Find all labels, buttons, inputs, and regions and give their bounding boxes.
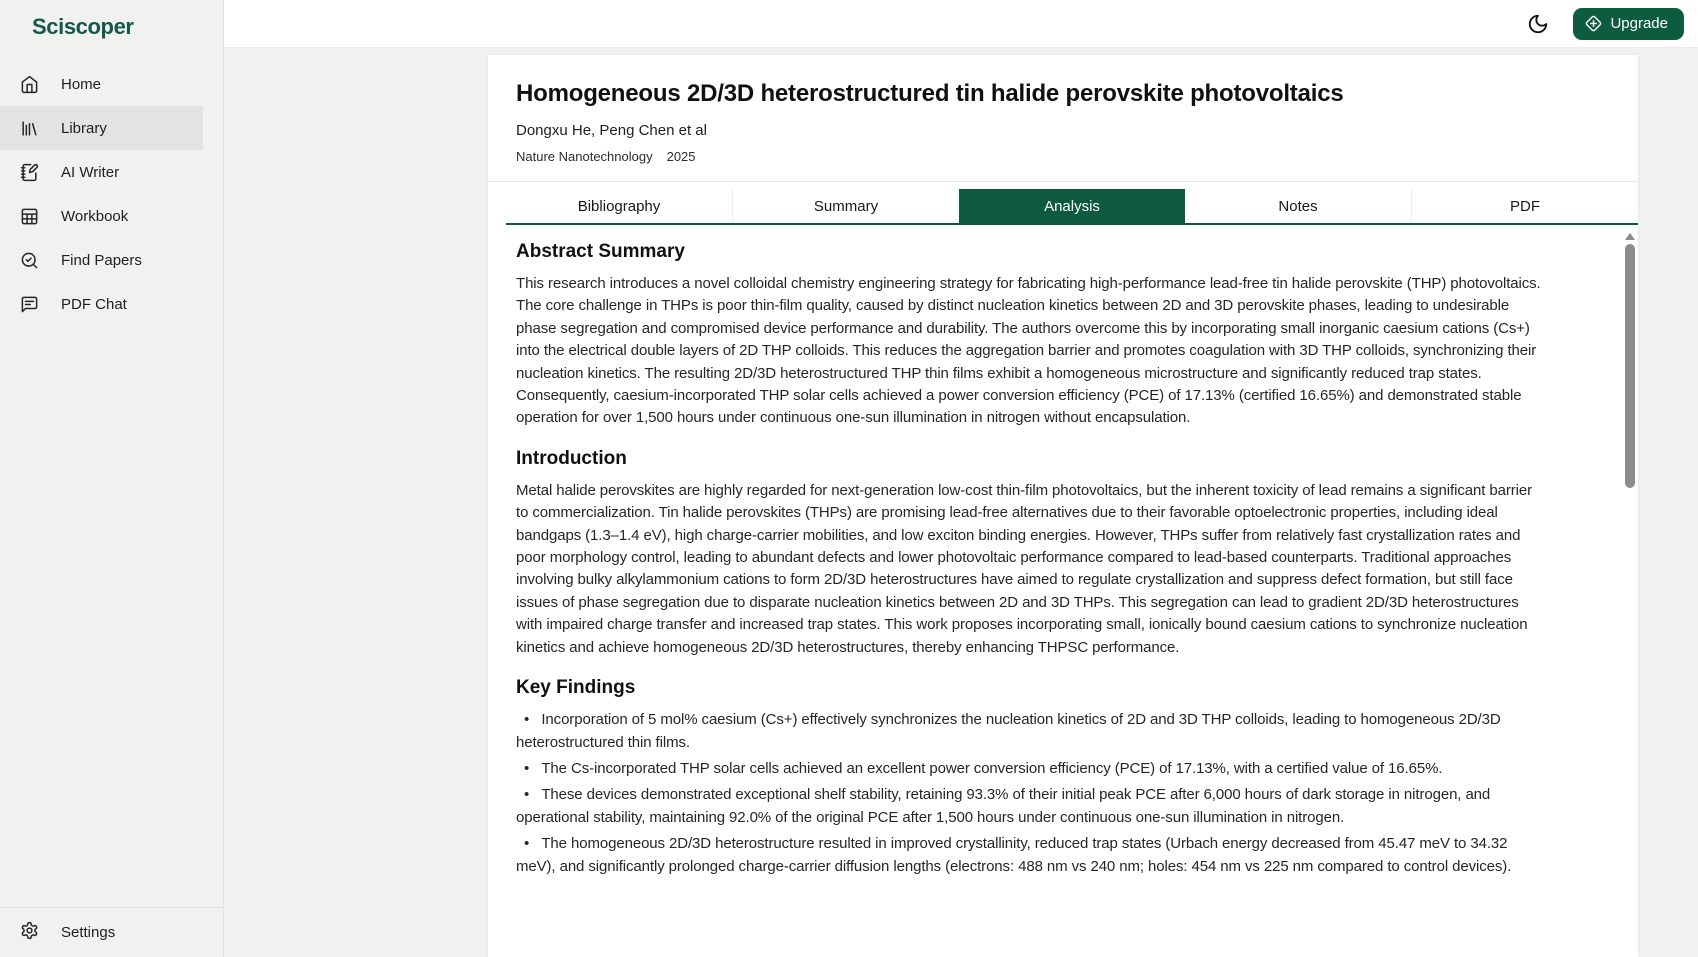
key-finding-item: • These devices demonstrated exceptional shelf stability, retaining 93.3% of their initial peak PCE after 6,000 hours of dark storage in nitrogen, and operational stability, maintaining 92.0% of the original PCE after 1,500 hours under continuous one-sun illumination in nitrogen. xyxy=(516,784,1548,829)
paper-authors: Dongxu He, Peng Chen et al xyxy=(516,122,707,139)
content-scrollbar[interactable] xyxy=(1623,227,1637,957)
tab-label: PDF xyxy=(1510,197,1540,215)
dark-mode-toggle[interactable] xyxy=(1525,11,1551,37)
sidebar-item-pdf-chat[interactable] xyxy=(0,282,223,326)
paper-meta xyxy=(516,149,1610,164)
tab-bibliography[interactable] xyxy=(506,189,732,223)
paper-year: 2025 xyxy=(666,149,696,164)
sidebar-item-label: Library xyxy=(61,119,107,137)
tab-label: Notes xyxy=(1278,197,1318,215)
brand-name: Sciscoper xyxy=(32,14,134,39)
sidebar-item-label: Workbook xyxy=(61,207,129,225)
sidebar-item-find-papers[interactable] xyxy=(0,238,223,282)
paper-title: Homogeneous 2D/3D heterostructured tin halide perovskite photovoltaics xyxy=(516,80,1344,107)
sidebar-item-library[interactable] xyxy=(0,106,203,150)
sidebar-item-label: PDF Chat xyxy=(61,295,127,313)
library-icon xyxy=(20,119,39,138)
diamond-plus-icon xyxy=(1585,15,1602,32)
analysis-content xyxy=(488,225,1638,957)
sidebar-item-settings[interactable] xyxy=(0,907,223,957)
sidebar-item-ai-writer[interactable] xyxy=(0,150,223,194)
section-heading-key-findings: Key Findings xyxy=(516,677,636,699)
tab-label: Analysis xyxy=(1044,197,1100,215)
main-area xyxy=(224,0,1698,957)
section-heading-introduction: Introduction xyxy=(516,447,627,469)
tab-analysis[interactable] xyxy=(959,189,1185,223)
key-finding-item: • The homogeneous 2D/3D heterostructure resulted in improved crystallinity, reduced trap states (Urbach energy decreased from 45.47 meV to 34.32 meV), and significantly prolonged charge-carrier diffusion lengths (electrons: 488 nm vs 240 nm; holes: 454 nm vs 225 nm compared to control devices). xyxy=(516,833,1548,878)
introduction-text: Metal halide perovskites are highly regarded for next-generation low-cost thin-film photovoltaics, but the inherent toxicity of lead remains a significant barrier to commercialization. Tin halide perovskites (THPs) are promising lead-free alternatives due to their favorable optoelectronic properties, including ideal bandgaps (1.3–1.4 eV), high charge-carrier mobilities, and low exciton binding energies. However, THPs suffer from relatively fast crystallization rates and poor morphology control, leading to abundant defects and lower photovoltaic performance compared to lead-based counterparts. Traditional approaches involving bulky alkylammonium cations to form 2D/3D heterostructures have aimed to regulate crystallization and suppress defect formation, but still face issues of phase segregation due to disparate nucleation kinetics between 2D and 3D THPs. This segregation can lead to gradient 2D/3D heterostructures with impaired charge transfer and increased trap states. This work proposes incorporating small, ionically bound caesium cations to synchronize nucleation kinetics and achieve homogeneous 2D/3D heterostructures, thereby enhancing THPSC performance. xyxy=(516,481,1532,656)
top-bar xyxy=(224,0,1698,48)
section-heading-abstract-summary: Abstract Summary xyxy=(516,241,685,262)
sidebar-item-label: AI Writer xyxy=(61,163,120,181)
tab-bar xyxy=(506,189,1638,225)
message-square-text-icon xyxy=(20,295,39,314)
upgrade-label: Upgrade xyxy=(1610,15,1668,32)
sidebar-item-label: Find Papers xyxy=(61,251,142,269)
tab-label: Bibliography xyxy=(577,197,661,215)
sidebar-item-home[interactable] xyxy=(0,62,223,106)
sidebar-item-workbook[interactable] xyxy=(0,194,223,238)
upgrade-button[interactable] xyxy=(1573,8,1684,40)
table-icon xyxy=(20,207,39,226)
notebook-pen-icon xyxy=(20,163,39,182)
tab-label: Summary xyxy=(813,197,879,215)
tab-summary[interactable] xyxy=(732,189,959,223)
workspace xyxy=(224,48,1698,957)
abstract-summary-text: This research introduces a novel colloidal chemistry engineering strategy for fabricating high-performance lead-free tin halide perovskite (THP) photovoltaics. The core challenge in THPs is poor thin-film quality, caused by distinct nucleation kinetics between 2D and 3D perovskite phases, leading to undesirable phase segregation and compromised device performance and durability. The authors overcome this by incorporating small inorganic caesium cations (Cs+) into the electrical double layers of 2D THP colloids. This reduces the aggregation barrier and promotes coagulation with 3D THP colloids, synchronizing their nucleation kinetics. The resulting 2D/3D heterostructured THP thin films exhibit a homogeneous microstructure and significantly reduced trap states. Consequently, caesium-incorporated THP solar cells achieved a power conversion efficiency (PCE) of 17.13% (certified 16.65%) and demonstrated stable operation for over 1,500 hours under continuous one-sun illumination in nitrogen without encapsulation. xyxy=(516,275,1541,427)
scrollbar-thumb[interactable] xyxy=(1625,244,1635,488)
sidebar-item-label: Home xyxy=(61,75,102,93)
search-check-icon xyxy=(20,251,39,270)
sidebar-nav xyxy=(0,50,223,907)
paper-card xyxy=(488,55,1638,957)
scrollbar-up-arrow[interactable] xyxy=(1625,233,1635,240)
gear-icon xyxy=(20,921,39,944)
paper-journal: Nature Nanotechnology xyxy=(516,149,653,164)
settings-label: Settings xyxy=(61,924,116,941)
home-icon xyxy=(20,75,39,94)
key-finding-item: • The Cs-incorporated THP solar cells achieved an excellent power conversion efficiency (PCE) of 17.13%, with a certified value of 16.65%. xyxy=(516,758,1548,780)
moon-icon xyxy=(1527,13,1549,35)
brand-logo[interactable] xyxy=(0,0,223,50)
sidebar xyxy=(0,0,224,957)
paper-header xyxy=(488,55,1638,182)
key-finding-item: • Incorporation of 5 mol% caesium (Cs+) effectively synchronizes the nucleation kinetics of 2D and 3D THP colloids, leading to homogeneous 2D/3D heterostructured thin films. xyxy=(516,709,1548,754)
tab-notes[interactable] xyxy=(1185,189,1411,223)
tab-pdf[interactable] xyxy=(1411,189,1638,223)
